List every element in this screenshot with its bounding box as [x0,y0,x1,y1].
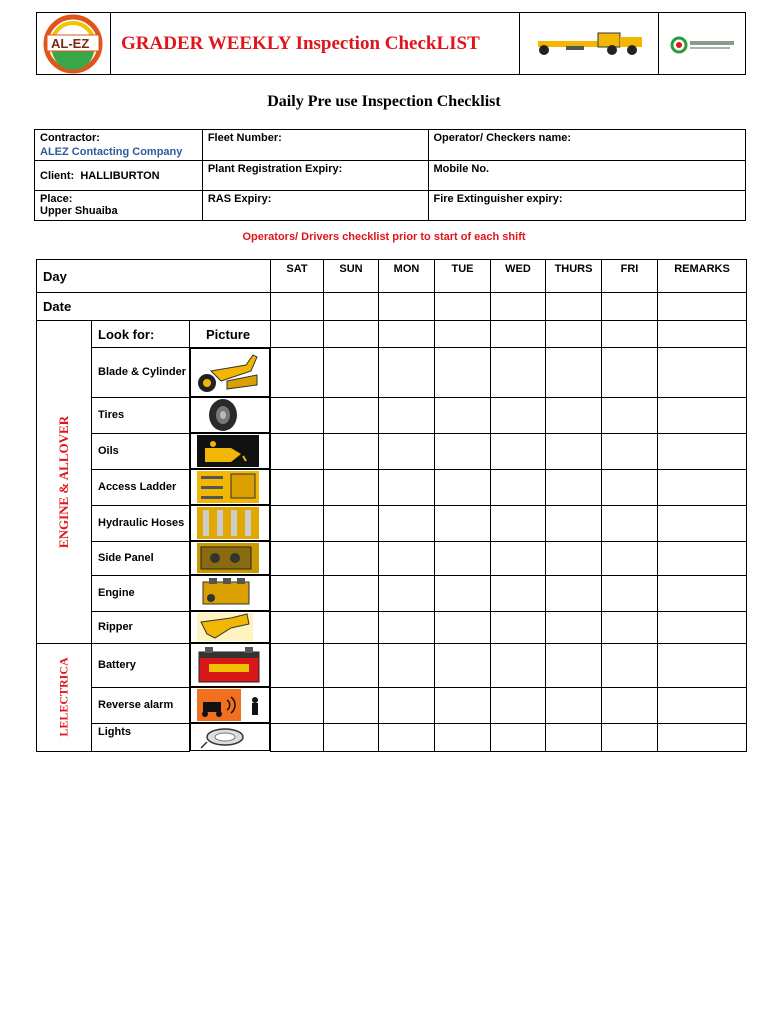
check-cell[interactable] [324,541,379,575]
check-cell[interactable] [546,348,602,398]
check-cell[interactable] [491,611,546,643]
check-cell[interactable] [602,348,658,398]
date-cell[interactable] [658,293,747,321]
check-cell[interactable] [271,643,324,687]
date-cell[interactable] [324,293,379,321]
check-cell[interactable] [546,643,602,687]
check-cell[interactable] [379,348,435,398]
check-cell[interactable] [602,433,658,469]
engine-picture [190,575,270,611]
check-cell[interactable] [491,687,546,723]
day-sun: SUN [324,260,379,293]
check-cell[interactable] [491,505,546,541]
header-box [36,12,746,75]
check-cell[interactable] [491,575,546,611]
oil-can-icon [191,434,261,468]
battery-picture [190,643,270,687]
check-cell[interactable] [602,575,658,611]
check-cell[interactable] [379,643,435,687]
check-cell[interactable] [271,687,324,723]
group-electrical [37,643,92,751]
check-cell[interactable] [271,469,324,505]
check-cell[interactable] [602,723,658,751]
contractor-cell [35,130,203,161]
remarks-cell[interactable] [658,575,747,611]
check-cell[interactable] [379,611,435,643]
day-wed: WED [491,260,546,293]
check-cell[interactable] [546,575,602,611]
check-cell[interactable] [379,397,435,433]
page-subtitle: Daily Pre use Inspection Checklist [267,93,501,110]
remarks-cell[interactable] [658,541,747,575]
day-thurs: THURS [546,260,602,293]
remarks-cell[interactable] [658,433,747,469]
item-hydraulic-hoses: Hydraulic Hoses [92,505,190,541]
hydraulic-hose-icon [191,506,261,540]
fire-extinguisher-label: Fire Extinguisher expiry: [428,191,746,221]
check-cell[interactable] [379,687,435,723]
day-fri: FRI [602,260,658,293]
item-reverse-alarm: Reverse alarm [92,687,190,723]
date-label: Date [37,293,271,321]
partner-logo-icon [659,13,745,74]
check-cell[interactable] [435,397,491,433]
check-cell[interactable] [602,469,658,505]
check-cell[interactable] [435,541,491,575]
check-cell[interactable] [546,469,602,505]
check-cell[interactable] [491,643,546,687]
picture-header: Picture [190,321,271,348]
place-value: Upper Shuaiba [40,205,118,217]
remarks-cell[interactable] [658,397,747,433]
day-mon: MON [379,260,435,293]
item-ripper: Ripper [92,611,190,643]
check-cell[interactable] [379,541,435,575]
check-cell[interactable] [546,541,602,575]
grader-image-cell [520,13,659,74]
item-access-ladder: Access Ladder [92,469,190,505]
group-engine-label: ENGINE & ALLOVER [56,415,71,548]
remarks-header: REMARKS [658,260,747,293]
blade-icon [191,351,261,395]
date-cell[interactable] [491,293,546,321]
check-cell[interactable] [435,575,491,611]
date-cell[interactable] [546,293,602,321]
oils-picture [190,433,270,469]
check-cell[interactable] [324,505,379,541]
check-cell[interactable] [271,575,324,611]
mobile-label: Mobile No. [428,161,746,191]
tires-picture [190,397,270,433]
lights-picture [190,723,270,751]
plant-registration-label: Plant Registration Expiry: [202,161,428,191]
check-cell[interactable] [435,433,491,469]
group-engine [37,321,92,644]
place-cell [35,191,203,221]
check-cell[interactable] [435,469,491,505]
check-cell[interactable] [324,723,379,751]
reverse-alarm-picture [190,687,270,723]
ripper-picture [190,611,270,643]
remarks-cell[interactable] [658,611,747,643]
check-cell[interactable] [271,723,324,751]
remarks-cell[interactable] [658,723,747,751]
shift-instruction: Operators/ Drivers checklist prior to start of each shift [242,231,526,243]
item-side-panel: Side Panel [92,541,190,575]
fleet-number-label: Fleet Number: [202,130,428,161]
check-cell[interactable] [324,611,379,643]
logo-text: AL-EZ [51,36,90,51]
check-cell[interactable] [379,723,435,751]
side-panel-icon [191,542,261,574]
logo-cell [37,13,111,74]
check-cell[interactable] [271,397,324,433]
check-cell[interactable] [546,611,602,643]
partner-logo-cell [659,13,745,74]
check-cell[interactable] [324,397,379,433]
day-sat: SAT [271,260,324,293]
check-cell[interactable] [491,348,546,398]
title-cell [111,13,520,74]
check-cell[interactable] [602,611,658,643]
side-panel-picture [190,541,270,575]
date-cell[interactable] [271,293,324,321]
item-oils: Oils [92,433,190,469]
check-cell[interactable] [271,611,324,643]
ladder-picture [190,469,270,505]
remarks-cell[interactable] [658,505,747,541]
date-cell[interactable] [602,293,658,321]
checklist-table [36,259,747,752]
check-cell[interactable] [379,433,435,469]
contractor-value: ALEZ Contacting Company [40,146,183,158]
check-cell[interactable] [435,643,491,687]
check-cell[interactable] [602,643,658,687]
client-label: Client: [40,169,75,182]
check-cell[interactable] [491,469,546,505]
page-title: GRADER WEEKLY Inspection CheckLIST [121,33,480,54]
headlight-icon [191,724,263,750]
check-cell[interactable] [435,723,491,751]
group-electrical-label: LELECTRICA [56,657,71,737]
day-tue: TUE [435,260,491,293]
check-cell[interactable] [602,397,658,433]
check-cell[interactable] [602,505,658,541]
check-cell[interactable] [546,723,602,751]
check-cell[interactable] [435,348,491,398]
reverse-alarm-icon [191,688,263,722]
ladder-icon [191,470,261,504]
check-cell[interactable] [271,433,324,469]
header-left-edge [36,12,37,75]
remarks-cell[interactable] [658,687,747,723]
check-cell[interactable] [324,687,379,723]
date-cell[interactable] [435,293,491,321]
check-cell[interactable] [271,541,324,575]
check-cell[interactable] [271,505,324,541]
check-cell[interactable] [324,575,379,611]
hoses-picture [190,505,270,541]
check-cell[interactable] [491,723,546,751]
check-cell[interactable] [435,687,491,723]
date-cell[interactable] [379,293,435,321]
check-cell[interactable] [324,469,379,505]
look-for-header: Look for: [92,321,190,348]
check-cell[interactable] [491,397,546,433]
item-lights: Lights [92,723,190,751]
check-cell[interactable] [435,611,491,643]
remarks-cell[interactable] [658,348,747,398]
item-battery: Battery [92,643,190,687]
client-value: HALLIBURTON [80,169,160,182]
place-label: Place: [40,193,73,205]
check-cell[interactable] [546,433,602,469]
blade-picture [190,348,270,397]
check-cell[interactable] [491,541,546,575]
check-cell[interactable] [546,505,602,541]
item-blade-cylinder: Blade & Cylinder [92,348,190,398]
check-cell[interactable] [324,643,379,687]
check-cell[interactable] [546,397,602,433]
remarks-cell[interactable] [658,469,747,505]
client-cell [35,161,203,191]
check-cell[interactable] [546,687,602,723]
check-cell[interactable] [602,541,658,575]
check-cell[interactable] [379,575,435,611]
item-tires: Tires [92,397,190,433]
ripper-icon [191,612,261,642]
grader-icon [520,13,659,74]
check-cell[interactable] [491,433,546,469]
tire-icon [191,398,261,432]
contractor-label: Contractor: [40,132,100,144]
check-cell[interactable] [324,348,379,398]
check-cell[interactable] [379,469,435,505]
check-cell[interactable] [324,433,379,469]
ras-expiry-label: RAS Expiry: [202,191,428,221]
item-engine: Engine [92,575,190,611]
check-cell[interactable] [602,687,658,723]
engine-icon [191,576,261,610]
check-cell[interactable] [379,505,435,541]
operator-name-label: Operator/ Checkers name: [428,130,746,161]
check-cell[interactable] [271,348,324,398]
info-table [34,129,746,221]
day-label: Day [37,260,271,293]
remarks-cell[interactable] [658,643,747,687]
check-cell[interactable] [435,505,491,541]
battery-icon [191,644,263,686]
